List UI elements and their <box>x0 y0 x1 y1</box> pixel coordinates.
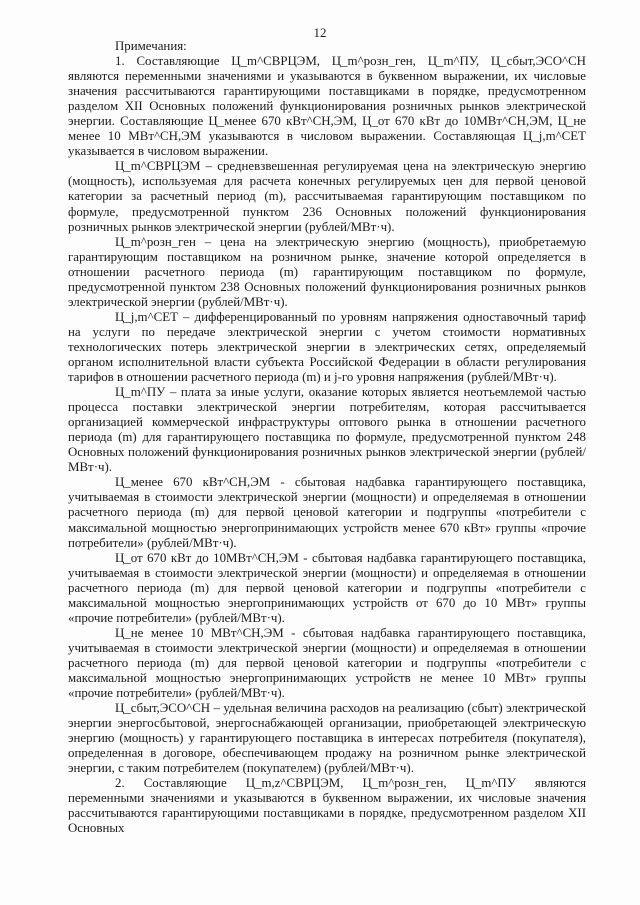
paragraph-8: Ц_не менее 10 МВт^СН,ЭМ - сбытовая надбавка гарантирующего поставщика, учитываемая в стоимости электрической энергии (мощности) и определяемая в отношении расчетного периода (m) для первой ценовой категории и подгруппы «потребители с максимальной мощностью энергопринимающих устройств не менее 10 МВт» группы «прочие потребители» (рублей/МВт·ч). <box>68 625 586 701</box>
paragraph-3: Ц_m^розн_ген – цена на электрическую энергию (мощность), приобретаемую гарантирующим поставщиком на розничном рынке, значение которой определяется в отношении расчетного периода (m) гарантирующим поставщиком по формуле, предусмотренной пунктом 238 Основных положений функционирования розничных рынков электрической энергии (рублей/МВт·ч). <box>68 234 586 309</box>
paragraph-2: Ц_m^СВРЦЭМ – средневзвешенная регулируемая цена на электрическую энергию (мощность), используемая для расчета конечных регулируемых цен для первой ценовой категории за расчетный период (m), рассчитываемая гарантирующим поставщиком по формуле, предусмотренной пунктом 236 Основных положений функционирования розничных рынков электрической энергии (рублей/МВт·ч). <box>68 159 586 234</box>
paragraph-4: Ц_j,m^СЕТ – дифференцированный по уровням напряжения одноставочный тариф на услуги по передаче электрической энергии с учетом стоимости нормативных технологических потерь электрической энергии в электрических сетях, определяемый органом исполнительной власти субъекта Российской Федерации в области регулирования тарифов в отношении расчетного периода (m) и j-го уровня напряжения (рублей/МВт·ч). <box>68 309 586 385</box>
paragraph-9: Ц_сбыт,ЭСО^СН – удельная величина расходов на реализацию (сбыт) электрической энергии энергосбытовой, энергоснабжающей организации, приобретающей электрическую энергию (мощность) у гарантирующего поставщика в интересах потребителя (покупателя), определенная в договоре, обеспечивающем продажу на розничном рынке электрической энергии, с таким потребителем (покупателем) (рублей/МВт·ч). <box>68 701 586 776</box>
paragraph-7: Ц_от 670 кВт до 10МВт^СН,ЭМ - сбытовая надбавка гарантирующего поставщика, учитываемая в стоимости электрической энергии (мощности) и определяемая в отношении расчетного периода (m) для первой ценовой категории и подгруппы «потребители с максимальной мощностью энергопринимающих устройств от 670 до 10 МВт» группы «прочие потребители» (рублей/МВт·ч). <box>68 550 586 625</box>
paragraph-5: Ц_m^ПУ – плата за иные услуги, оказание которых является неотъемлемой частью процесса поставки электрической энергии потребителям, которая рассчитывается организацией коммерческой инфраструктуры оптового рынка в отношении расчетного периода (m) для гарантирующего поставщика по формуле, предусмотренной пунктом 248 Основных положений функционирования розничных рынков электрической энергии (рублей/МВт·ч). <box>68 385 586 475</box>
page-number: 12 <box>313 25 327 40</box>
page-content <box>68 39 586 836</box>
paragraph-6: Ц_менее 670 кВт^СН,ЭМ - сбытовая надбавка гарантирующего поставщика, учитываемая в стоимости электрической энергии (мощности) и определяемая в отношении расчетного периода (m) для первой ценовой категории и подгруппы «потребители с максимальной мощностью энергопринимающих устройств менее 670 кВт» группы «прочие потребители» (рублей/МВт·ч). <box>68 475 586 550</box>
paragraph-10: 2. Составляющие Ц_m,z^СВРЦЭМ, Ц_m^розн_ген, Ц_m^ПУ являются переменными значениями и указываются в буквенном выражении, их числовые значения рассчитываются гарантирующими поставщиками в порядке, предусмотренном разделом XII Основных <box>68 776 586 836</box>
notes-heading: Примечания: <box>115 39 187 53</box>
paragraph-1: 1. Составляющие Ц_m^СВРЦЭМ, Ц_m^розн_ген, Ц_m^ПУ, Ц_сбыт,ЭСО^СН являются переменными значениями и указываются в буквенном выражении, их числовые значения рассчитываются гарантирующими поставщиками в порядке, предусмотренном разделом XII Основных положений функционирования розничных рынков электрической энергии. Составляющие Ц_менее 670 кВт^СН,ЭМ, Ц_от 670 кВт до 10МВт^СН,ЭМ, Ц_не менее 10 МВт^СН,ЭМ указываются в числовом выражении. Составляющая Ц_j,m^СЕТ указывается в числовом выражении. <box>68 54 586 159</box>
